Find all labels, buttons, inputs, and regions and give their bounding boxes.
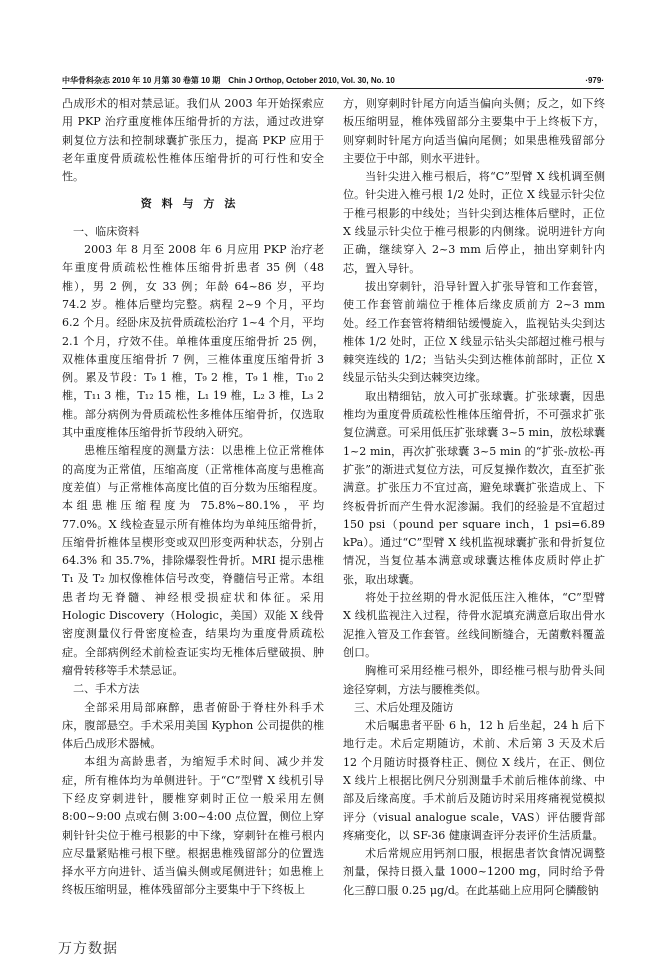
paragraph: 术后常规应用钙剂口服，根据患者饮食情况调整剂量，保持日摄入量 1000~1200 mg，同时给予骨化三醇口服 0.25 μg/d。在此基础上应用阿仑膦酸钠 (343, 847, 605, 897)
left-column (62, 95, 324, 900)
paragraph: 2003 年 8 月至 2008 年 6 月应用 PKP 治疗老年重度骨质疏松性椎体压缩骨折患者 35 例（48 椎），男 2 例，女 33 例；年龄 64~86 岁，平均 74.2 岁。椎体后壁均完整。病程 2~9 个月，平均 6.2 个月。经卧床及抗骨质疏松治疗 1~4 个月，平均 2.1 个月，疗效不佳。单椎体重度压缩骨折 25 例，双椎体重度压缩骨折 7 例，三椎体重度压缩骨折 3 例。累及节段：T₉ 1 椎，T₉ 2 椎，T₉ 1 椎，T₁₀ 2 椎，T₁₁ 3 椎，T₁₂ 15 椎，L₁ 19 椎，L₂ 3 椎，L₃ 2 椎。部分病例为骨质疏松性多椎体压缩骨折，仅选取其中重度椎体压缩骨折节段纳入研究。 (62, 243, 324, 440)
paragraph: 胸椎可采用经椎弓根外，即经椎弓根与肋骨头间途径穿刺，方法与腰椎类似。 (343, 664, 605, 696)
subsection-heading: 一、临床资料 (73, 224, 140, 238)
watermark-logo: 万方数据 (58, 941, 118, 957)
journal-citation: 中华骨科杂志 2010 年 10 月第 30 卷第 10 期 Chin J Orthop, October 2010, Vol. 30, No. 10 (62, 76, 395, 85)
paragraph: 拔出穿刺针，沿导针置入扩张导管和工作套管，使工作套管前端位于椎体后缘皮质前方 2~3 mm 处。经工作套管将精细钻缓慢旋入，监视钻头尖到达椎体 1/2 处时，正位 X 线显示钻头尖部超过椎弓根与棘突连线的 1/2；当钻头尖到达椎体前部时，正位 X 线显示钻头尖到达棘突边缘。 (343, 279, 605, 385)
paragraph: 术后嘱患者平卧 6 h，12 h 后坐起，24 h 后下地行走。术后定期随访，术前、术后第 3 天及术后 12 个月随访时摄脊柱正、侧位 X 线片，在正、侧位 X 线片上根据比例尺分别测量手术前后椎体前缘、中部及后缘高度。手术前后及随访时采用疼痛视觉模拟评分（visual analogue scale，VAS）评估腰背部疼痛变化，以 SF-36 健康调查评分表评价生活质量。 (343, 719, 605, 842)
subsection-heading: 三、术后处理及随访 (354, 700, 454, 714)
paragraph: 全部采用局部麻醉，患者俯卧于脊柱外科手术床，腹部悬空。手术采用美国 Kyphon 公司提供的椎体后凸成形术器械。 (62, 700, 324, 751)
subsection-heading: 二、手术方法 (73, 682, 140, 696)
paragraph: 方，则穿刺时针尾方向适当偏向头侧；反之，如下终板压缩明显，椎体残留部分主要集中于上终板下方，则穿刺时针尾方向适当偏向尾侧；如果患椎残留部分主要位于中部，则水平进针。 (343, 97, 605, 165)
page-number: ·979· (585, 76, 604, 85)
paragraph: 凸成形术的相对禁忌证。我们从 2003 年开始探索应用 PKP 治疗重度椎体压缩骨折的方法，通过改进穿刺复位方法和控制球囊扩张压力，提高 PKP 应用于老年重度骨质疏松性椎体压缩骨折的可行性和安全性。 (62, 97, 324, 184)
running-header (62, 74, 604, 89)
paragraph: 患椎压缩程度的测量方法：以患椎上位正常椎体的高度为正常值，压缩高度（正常椎体高度与患椎高度差值）与正常椎体高度比值的百分数为压缩程度。本组患椎压缩程度为 75.8%~80.1%，平均 77.0%。X 线检查显示所有椎体均为单纯压缩骨折，压缩骨折椎体呈楔形变或双凹形变两种状态，分别占 64.3% 和 35.7%，排除爆裂性骨折。MRI 提示患椎 T₁ 及 T₂ 加权像椎体信号改变，脊髓信号正常。本组患者均无脊髓、神经根受损症状和体征。采用 Hologic Discovery（Hologic，美国）双能 X 线骨密度测量仪行骨密度检查，结果均为重度骨质疏松症。全部病例经术前检查证实均无椎体后壁破损、肿瘤骨转移等手术禁忌证。 (62, 444, 324, 677)
section-title: 资料与方法 (140, 197, 246, 211)
paragraph: 将处于拉丝期的骨水泥低压注入椎体，“C”型臂 X 线机监视注入过程，待骨水泥填充满意后取出骨水泥推入管及工作套管。丝线间断缝合，无菌敷料覆盖创口。 (343, 591, 605, 659)
paragraph: 取出精细钻，放入可扩张球囊。扩张球囊，因患椎均为重度骨质疏松性椎体压缩骨折，不可强求扩张复位满意。可采用低压扩张球囊 3~5 min，放松球囊 1~2 min，再次扩张球囊 3~5 min 的“扩张-放松-再扩张”的渐进式复位方法，可反复操作数次，直至扩张满意。扩张压力不宜过高，避免球囊扩张造成上、下终板骨折而产生骨水泥渗漏。我们的经验是不宜超过 150 psi（pound per square inch，1 psi=6.89 kPa）。通过“C”型臂 X 线机监视球囊扩张和骨折复位情况，当复位基本满意或球囊达椎体皮质时停止扩张，取出球囊。 (343, 389, 605, 586)
paragraph: 当针尖进入椎弓根后，将“C”型臂 X 线机调至侧位。针尖进入椎弓根 1/2 处时，正位 X 线显示针尖位于椎弓根影的中线处；当针尖到达椎体后壁时，正位 X 线显示针尖位于椎弓根影的内侧缘。说明进针方向正确，继续穿入 2~3 mm 后停止，抽出穿刺针内芯，置入导针。 (343, 170, 605, 275)
paragraph: 本组为高龄患者，为缩短手术时间、减少并发症，所有椎体均为单侧进针。于“C”型臂 X 线机引导下经皮穿刺进针，腰椎穿刺时正位一般采用左侧 8:00~9:00 点或右侧 3:00~4:00 点位置，侧位上穿刺针针尖位于椎弓根影的中下缘，穿刺针在椎弓根内应尽量紧贴椎弓根下壁。根据患椎残留部分的位置选择水平方向进针、适当偏头侧或尾侧进针；如患椎上终板压缩明显，椎体残留部分主要集中于下终板上 (62, 755, 324, 897)
right-column (343, 95, 605, 900)
